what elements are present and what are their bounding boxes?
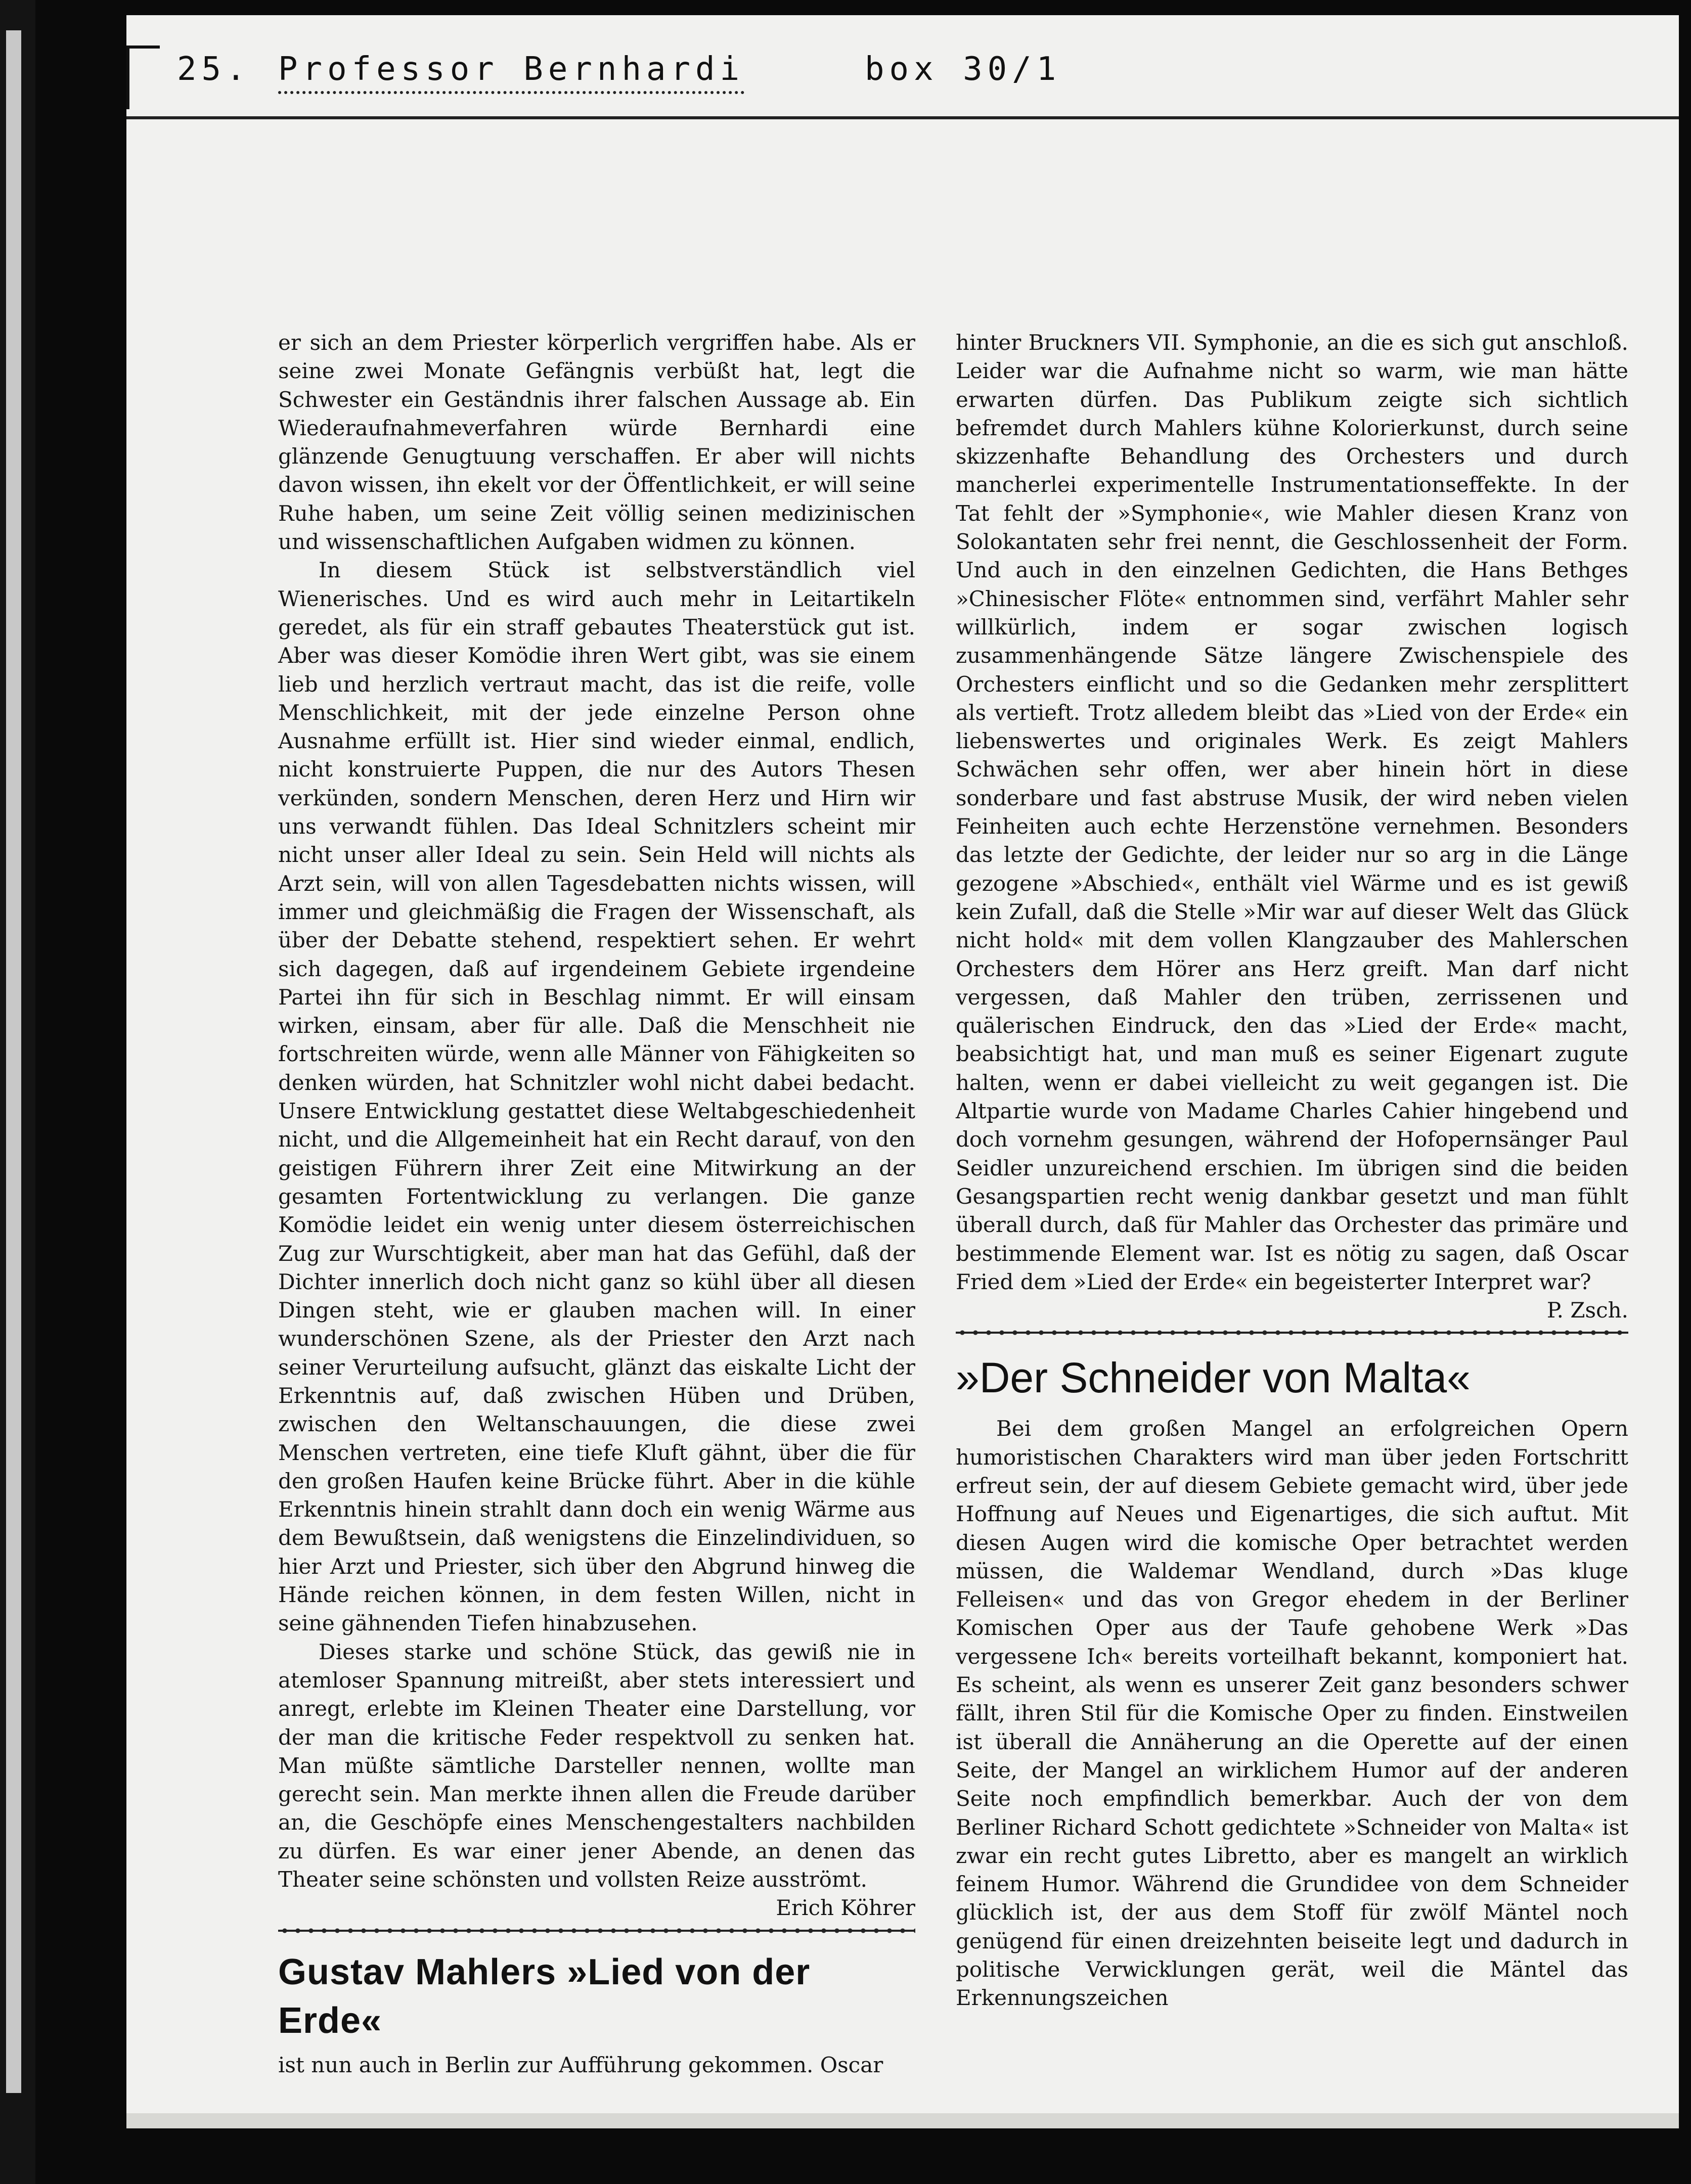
ornamental-divider [278, 1927, 915, 1935]
right-column [956, 329, 1628, 2013]
article-title-mahler: Gustav Mahlers »Lied von der Erde« [278, 1951, 811, 2041]
film-edge-strip [0, 0, 35, 2184]
paragraph: Bei dem großen Mangel an erfolgreichen Opern humoristischen Charakters wird man über jeden Fortschritt erfreut sein, der auf diesem Gebiete gemacht wird, über jede Hoffnung auf Neues und Eigenartiges, die sich auftut. Mit diesen Augen wird die komische Oper betrachtet werden müssen, die Waldemar Wendland, durch »Das kluge Felleisen« und das von Gregor ehedem in der Berliner Komischen Oper aus der Taufe gehobene Werk »Das vergessene Ich« bereits vorteilhaft bekannt, komponiert hat. Es scheint, als wenn es unserer Zeit ganz besonders schwer fällt, ihren Stil für die Komische Oper zu finden. Einstweilen ist überall die Annäherung an die Operette auf der einen Seite, der Mangel an wirklichem Humor auf der anderen Seite noch empfindlich bemerkbar. Auch der von dem Berliner Richard Schott gedichtete »Schneider von Malta« ist zwar ein recht gutes Libretto, aber es mangelt an wirklich feinem Humor. Während die Grundidee von dem Schneider glücklich ist, der aus dem Stoff für zwölf Mäntel noch genügend für einen dreizehnten beiseite legt und dadurch in politische Verwicklungen gerät, weil die Mäntel das Erkennungszeichen [956, 1416, 1628, 2011]
signature: P. Zsch. [1546, 1298, 1628, 1323]
archive-title: Professor Bernhardi [278, 51, 744, 94]
paragraph: hinter Bruckners VII. Symphonie, an die es sich gut anschloß. Leider war die Aufnahme nicht so warm, wie man hätte erwarten dürfen. Das Publikum zeigte sich sichtlich befremdet durch Mahlers kühne Kolorierkunst, durch seine skizzenhafte Behandlung des Orchesters und durch mancherlei experimentelle Instrumentationseffekte. In der Tat fehlt der »Symphonie«, wie Mahler diesen Kranz von Solokantaten sehr frei nennt, die Geschlossenheit der Form. Und auch in den einzelnen Gedichten, die Hans Bethges »Chinesischer Flöte« entnommen sind, verfährt Mahler sehr willkürlich, indem er sogar zwischen logisch zusammenhängende Sätze längere Zwischenspiele des Orchesters einflicht und so die Gedanken mehr zersplittert als vertieft. Trotz alledem bleibt das »Lied von der Erde« ein liebenswertes und originales Werk. Es zeigt Mahlers Schwächen sehr offen, wer aber hinein hört in diese sonderbare und fast abstruse Musik, der wird neben vielen Feinheiten auch echte Herzenstöne vernehmen. Besonders das letzte der Gedichte, der leider nur so arg in die Länge gezogene »Abschied«, enthält viel Wärme und es ist gewiß kein Zufall, daß die Stelle »Mir war auf dieser Welt das Glück nicht hold« mit dem vollen Klangzauber des Mahlerschen Orchesters dem Hörer ans Herz greift. Man darf nicht vergessen, daß Mahler den trüben, zerrissenen und quälerischen Eindruck, den das »Lied der Erde« macht, beabsichtigt hat, und man muß es seiner Eigenart zugute halten, wenn er dabei vielleicht zu weit gegangen ist. Die Altpartie wurde von Madame Charles Cahier hingebend und doch vornehm gesungen, während der Hofopernsänger Paul Seidler unzureichend erschien. Im übrigen sind die beiden Gesangspartien recht wenig dankbar gesetzt und man fühlt überall durch, daß für Mahler das Orchester das primäre und bestimmende Element war. Ist es nötig zu sagen, daß Oscar Fried dem »Lied der Erde« ein begeisterter Interpret war? [956, 330, 1628, 1294]
left-column [278, 329, 915, 2079]
archive-number: 25. [177, 51, 251, 88]
corner-mark [126, 46, 160, 109]
signature: Erich Köhrer [776, 1895, 915, 1921]
clipping-page [126, 15, 1679, 2128]
archive-header [126, 15, 1679, 119]
archive-box-label: box 30/1 [865, 51, 1061, 88]
ornamental-divider [956, 1329, 1628, 1337]
article-lead-mahler: ist nun auch in Berlin zur Aufführung gekommen. Oscar [278, 2052, 883, 2077]
article-title-malta: »Der Schneider von Malta« [956, 1354, 1471, 1402]
paragraph: Dieses starke und schöne Stück, das gewiß nie in atemloser Spannung mitreißt, aber stets interessiert und anregt, erlebte im Kleinen Theater eine Darstellung, vor der man die kritische Feder respektvoll zu senken hat. Man müßte sämtliche Darsteller nennen, wollte man gerecht sein. Man merkte ihnen allen die Freude darüber an, die Geschöpfe eines Menschengestalters nachbilden zu dürfen. Es war einer jener Abende, an denen das Theater seine schönsten und vollsten Reize ausströmt. [278, 1639, 915, 1892]
paragraph: er sich an dem Priester körperlich vergriffen habe. Als er seine zwei Monate Gefängnis verbüßt hat, legt die Schwester ein Geständnis ihrer falschen Aussage ab. Ein Wiederaufnahmeverfahren würde Bernhardi eine glänzende Genugtuung verschaffen. Er aber will nichts davon wissen, ihn ekelt vor der Öffentlichkeit, er will seine Ruhe haben, um seine Zeit völlig seinen medizinischen und wissenschaftlichen Aufgaben widmen zu können. [278, 330, 915, 555]
film-edge-light [6, 30, 21, 2093]
page-bottom-edge [126, 2113, 1679, 2128]
paragraph: In diesem Stück ist selbstverständlich viel Wienerisches. Und es wird auch mehr in Leitartikeln geredet, als für ein straff gebautes Theaterstück gut ist. Aber was dieser Komödie ihren Wert gibt, was sie einem lieb und herzlich vertraut macht, das ist die reife, volle Menschlichkeit, mit der jede einzelne Person ohne Ausnahme erfüllt ist. Hier sind wieder einmal, endlich, nicht konstruierte Puppen, die nur des Autors Thesen verkünden, sondern Menschen, deren Herz und Hirn wir uns verwandt fühlen. Das Ideal Schnitzlers scheint mir nicht unser aller Ideal zu sein. Sein Held will nichts als Arzt sein, will von allen Tagesdebatten nichts wissen, will immer und gleichmäßig die Fragen der Wissenschaft, als über der Debatte stehend, respektiert sehen. Er wehrt sich dagegen, daß auf irgendeinem Gebiete irgendeine Partei ihn für sich in Beschlag nimmt. Er will einsam wirken, einsam, aber für alle. Daß die Menschheit nie fortschreiten würde, wenn alle Männer von Fähigkeiten so denken würden, hat Schnitzler wohl nicht dabei bedacht. Unsere Entwicklung gestattet diese Weltabgeschiedenheit nicht, und die Allgemeinheit hat ein Recht darauf, von den geistigen Führern ihrer Zeit eine Mitwirkung an der gesamten Fortentwicklung zu verlangen. Die ganze Komödie leidet ein wenig unter diesem österreichischen Zug zur Wurschtigkeit, aber man hat das Gefühl, daß der Dichter innerlich doch nicht ganz so kühl über all diesen Dingen steht, wie er glauben machen will. In einer wunderschönen Szene, als der Priester den Arzt nach seiner Verurteilung aufsucht, glänzt das eiskalte Licht der Erkenntnis auf, daß zwischen Hüben und Drüben, zwischen den Weltanschauungen, die diese zwei Menschen vertreten, eine tiefe Kluft gähnt, über die für den großen Haufen keine Brücke führt. Aber in die kühle Erkenntnis hinein strahlt dann doch ein wenig Wärme aus dem Bewußtsein, daß wenigstens die Einzelindividuen, so hier Arzt und Priester, sich über den Abgrund hinweg die Hände reichen können, in dem festen Willen, nicht in seine gähnenden Tiefen hinabzusehen. [278, 558, 915, 1636]
